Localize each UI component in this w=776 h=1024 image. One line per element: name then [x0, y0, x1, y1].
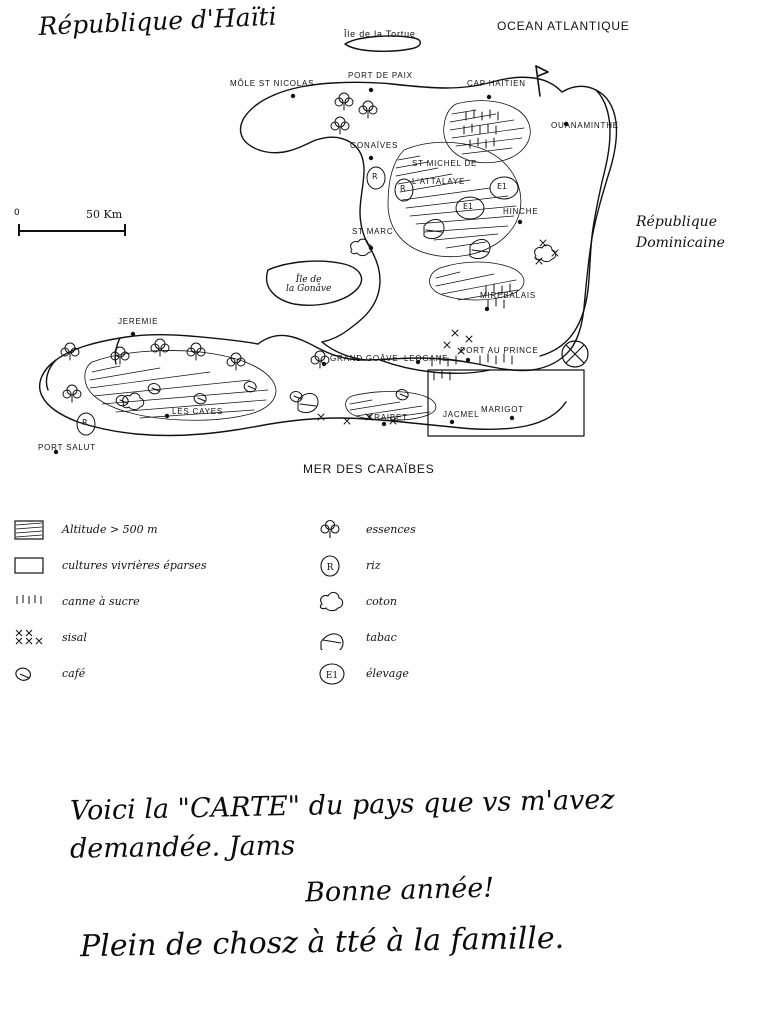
city-label-marigot: MARIGOT [481, 405, 524, 414]
city-label-leogane: LEOGANE [404, 354, 449, 363]
country-label-dominican-republic: République Dominicaine [636, 214, 725, 251]
island-label-tortue: Île de la Tortue [344, 29, 416, 39]
city-label-mole-st-nicolas: MÔLE ST NICOLAS [230, 79, 315, 88]
scale-distance-label: 50 Km [86, 208, 123, 221]
riz-marker-1: R [372, 172, 378, 181]
legend-label-cultures-vivrieres: cultures vivrières éparses [62, 559, 207, 572]
city-label-attalaye: L'ATTALAYE [412, 177, 466, 186]
scale-zero-label: 0 [14, 208, 20, 218]
coffee-bean-icon [14, 662, 54, 686]
riz-marker-3: R [82, 418, 88, 427]
city-label-port-salut: PORT SALUT [38, 443, 96, 452]
riz-circle-icon [318, 554, 358, 578]
page-title: République d'Haïti [37, 1, 278, 41]
city-label-cap-haitien: CAP HAÏTIEN [467, 79, 526, 88]
legend-label-elevage: élevage [366, 667, 409, 680]
city-label-grand-goave: GRAND GOÂVE [330, 354, 399, 363]
open-rectangle-icon [14, 554, 54, 578]
scale-bar [14, 208, 149, 242]
dashes-icon [14, 590, 54, 614]
scale-line [18, 230, 126, 232]
note-line-2: demandée. Jams [69, 830, 296, 865]
ocean-label-atlantique: OCEAN ATLANTIQUE [497, 19, 630, 33]
elevage-marker-1: E1 [497, 182, 508, 191]
scale-tick-start [18, 224, 20, 236]
city-label-jeremie: JEREMIE [118, 317, 159, 326]
hatched-square-icon [14, 518, 54, 542]
legend-label-cafe: café [62, 667, 86, 680]
city-label-kraibet: KRAIBET [368, 413, 408, 422]
city-label-port-de-paix: PORT DE PAIX [348, 71, 413, 80]
note-line-3: Bonne année! [304, 872, 495, 909]
note-line-1: Voici la "CARTE" du pays que vs m'avez [69, 784, 615, 827]
cotton-puff-icon [318, 590, 358, 614]
city-label-st-michel: ST MICHEL DE [412, 159, 478, 168]
city-label-jacmel: JACMEL [443, 410, 480, 419]
city-label-mirebalais: MIREBALAIS [480, 291, 537, 300]
legend-label-essences: essences [366, 523, 416, 536]
city-label-ouanaminthe: OUANAMINTHE [551, 121, 619, 130]
note-line-4: Plein de chosz à tté à la famille. [79, 920, 565, 965]
riz-marker-2: R [400, 184, 406, 193]
svg-text:E1: E1 [325, 671, 339, 681]
scale-tick-end [124, 224, 126, 236]
legend-label-coton: coton [366, 595, 397, 608]
legend-label-canne-a-sucre: canne à sucre [62, 595, 140, 608]
sea-label-caraibes: MER DES CARAÏBES [303, 462, 435, 476]
city-label-hinche: HINCHE [503, 207, 539, 216]
map-legend [10, 518, 490, 708]
elevage-marker-2: E1 [463, 202, 474, 211]
elevage-circle-icon [318, 662, 358, 686]
tree-icon [318, 518, 358, 542]
city-label-gonaives: GONAÏVES [350, 141, 399, 150]
x-marks-icon [14, 626, 54, 650]
handwritten-note [60, 780, 760, 1010]
legend-label-riz: riz [366, 559, 381, 572]
tobacco-leaf-icon [318, 626, 358, 650]
legend-label-tabac: tabac [366, 631, 397, 644]
legend-label-sisal: sisal [62, 631, 87, 644]
city-label-st-marc: ST MARC [352, 227, 394, 236]
city-label-les-cayes: LES CAYES [172, 407, 224, 416]
svg-text:R: R [326, 563, 334, 573]
legend-label-altitude: Altitude > 500 m [62, 523, 158, 536]
city-label-port-au-prince: PORT AU PRINCE [460, 346, 539, 355]
island-label-gonave: Île de la Gonâve [286, 275, 332, 295]
